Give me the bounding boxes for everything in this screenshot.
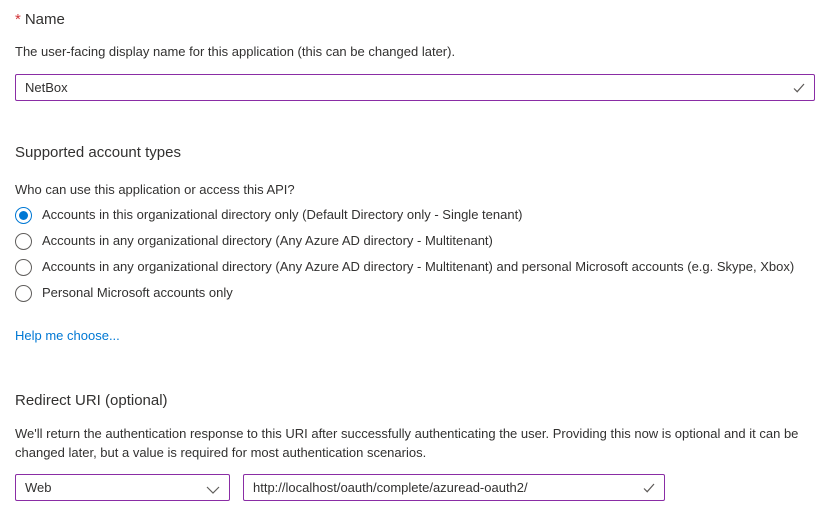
- platform-selected-value: Web: [25, 480, 52, 495]
- radio-option-single-tenant[interactable]: [15, 202, 815, 228]
- required-marker: *: [15, 11, 21, 28]
- radio-button-icon: [15, 207, 32, 224]
- name-field-description: The user-facing display name for this application (this can be changed later).: [15, 44, 456, 59]
- platform-select-dropdown[interactable]: [15, 474, 230, 501]
- radio-button-icon: [15, 233, 32, 250]
- redirect-uri-title: Redirect URI (optional): [15, 392, 168, 409]
- account-types-question: Who can use this application or access this API?: [15, 182, 295, 197]
- name-input-container: [15, 74, 815, 101]
- name-label-text: Name: [24, 11, 65, 28]
- redirect-uri-row: [15, 474, 815, 501]
- radio-option-multitenant[interactable]: [15, 228, 815, 254]
- radio-button-icon: [15, 259, 32, 276]
- radio-option-multitenant-personal[interactable]: [15, 254, 815, 280]
- account-types-radio-group: [15, 202, 815, 306]
- name-input[interactable]: [15, 74, 815, 101]
- radio-option-label: Accounts in any organizational directory (Any Azure AD directory - Multitenant) and personal Microsoft accounts (e.g. Skype, Xbox): [42, 259, 795, 274]
- name-field-label: [15, 0, 815, 30]
- supported-account-types-title: Supported account types: [15, 144, 181, 161]
- chevron-down-icon: [206, 483, 220, 498]
- radio-option-label: Accounts in this organizational directory only (Default Directory only - Single tenant): [42, 207, 523, 222]
- radio-option-personal-only[interactable]: [15, 280, 815, 306]
- uri-input-container: [243, 474, 665, 501]
- redirect-uri-description: We'll return the authentication response to this URI after successfully authenticating the user. Providing this now is optional and it can be changed later, but a value is required for most authentication scenarios.: [15, 426, 799, 460]
- radio-option-label: Accounts in any organizational directory (Any Azure AD directory - Multitenant): [42, 233, 493, 248]
- redirect-uri-input[interactable]: [243, 474, 665, 501]
- radio-option-label: Personal Microsoft accounts only: [42, 285, 233, 300]
- radio-button-icon: [15, 285, 32, 302]
- help-me-choose-link[interactable]: Help me choose...: [15, 328, 120, 343]
